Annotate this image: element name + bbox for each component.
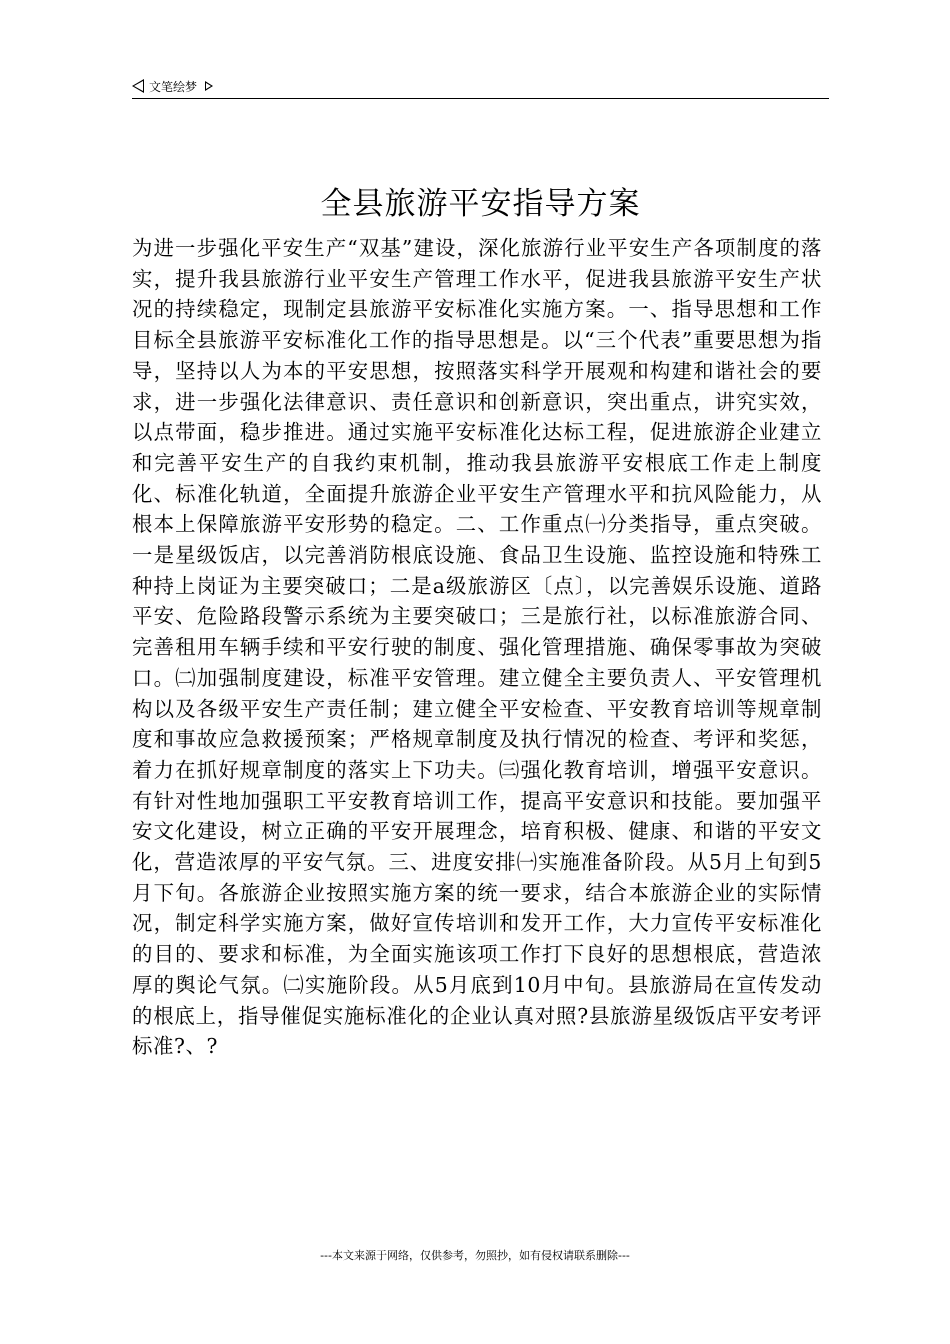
header-row [132, 76, 829, 96]
page-header [132, 76, 829, 99]
document-title: 全县旅游平安指导方案 [320, 186, 641, 222]
document-body: 为进一步强化平安生产“双基”建设，深化旅游行业平安生产各项制度的落实，提升我县旅游行业平安生产管理工作水平，促进我县旅游平安生产状况的持续稳定，现制定县旅游平安标准化实施方案。一、指导思想和工作目标全县旅游平安标准化工作的指导思想是。以“三个代表”重要思想为指导，坚持以人为本的平安思想，按照落实科学开展观和构建和谐社会的要求，进一步强化法律意识、责任意识和创新意识，突出重点，讲究实效，以点带面，稳步推进。通过实施平安标准化达标工程，促进旅游企业建立和完善平安生产的自我约束机制，推动我县旅游平安根底工作走上制度化、标准化轨道，全面提升旅游企业平安生产管理水平和抗风险能力，从根本上保障旅游平安形势的稳定。二、工作重点㈠分类指导，重点突破。一是星级饭店，以完善消防根底设施、食品卫生设施、监控设施和特殊工种持上岗证为主要突破口；二是a级旅游区〔点〕，以完善娱乐设施、道路平安、危险路段警示系统为主要突破口；三是旅行社，以标准旅游合同、完善租用车辆手续和平安行驶的制度、强化管理措施、确保零事故为突破口。㈡加强制度建设，标准平安管理。建立健全主要负责人、平安管理机构以及各级平安生产责任制；建立健全平安检查、平安教育培训等规章制度和事故应急救援预案；严格规章制度及执行情况的检查、考评和奖惩，着力在抓好规章制度的落实上下功夫。㈢强化教育培训，增强平安意识。有针对性地加强职工平安教育培训工作，提高平安意识和技能。要加强平安文化建设，树立正确的平安开展理念，培育积极、健康、和谐的平安文化，营造浓厚的平安气氛。三、进度安排㈠实施准备阶段。从5月上旬到5月下旬。各旅游企业按照实施方案的统一要求，结合本旅游企业的实际情况，制定科学实施方案，做好宣传培训和发开工作，大力宣传平安标准化的目的、要求和标准，为全面实施该项工作打下良好的思想根底，营造浓厚的舆论气氛。㈡实施阶段。从5月底到10月中旬。县旅游局在宣传发动的根底上，指导催促实施标准化的企业认真对照?县旅游星级饭店平安考评标准?、? [132, 236, 822, 1059]
footer-notice: ---本文来源于网络，仅供参考，勿照抄，如有侵权请联系删除--- [320, 1249, 630, 1262]
triangle-right-icon [205, 81, 213, 91]
triangle-left-icon [132, 79, 144, 93]
header-brand: 文笔绘梦 [149, 79, 198, 94]
